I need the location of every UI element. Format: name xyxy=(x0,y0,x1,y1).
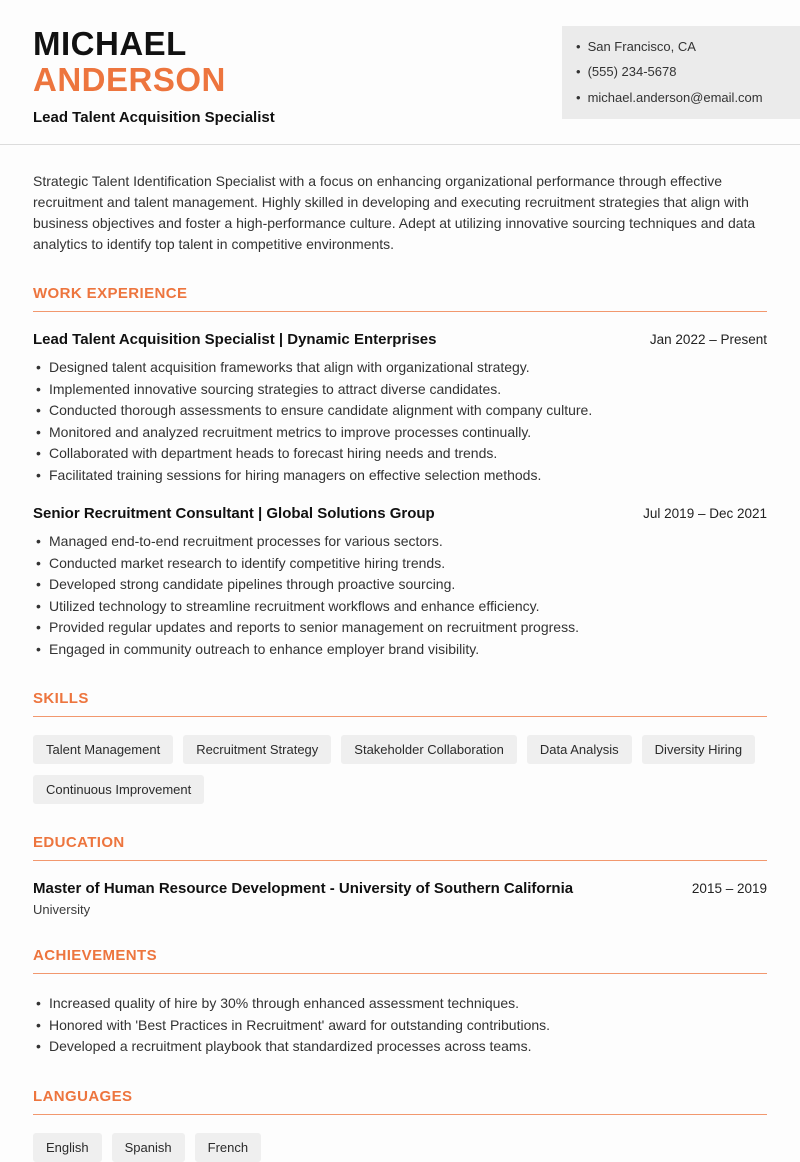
job-title: Lead Talent Acquisition Specialist | Dynamic Enterprises xyxy=(33,331,437,349)
job-dates: Jan 2022 – Present xyxy=(649,332,767,348)
last-name: ANDERSON xyxy=(33,60,226,98)
bullet-item: • Conducted market research to identify competitive hiring trends. xyxy=(33,553,767,575)
languages-tag-list xyxy=(33,1133,767,1162)
first-name: MICHAEL xyxy=(33,25,187,62)
header xyxy=(33,0,767,126)
section-work-experience xyxy=(33,285,767,660)
education-entry xyxy=(33,880,767,917)
contact-email-text: michael.anderson@email.com xyxy=(587,89,763,105)
bullet-item: • Utilized technology to streamline recruitment workflows and enhance efficiency. xyxy=(33,596,767,618)
skills-heading: SKILLS xyxy=(33,690,767,717)
contact-box xyxy=(562,26,800,119)
achievements-list xyxy=(33,993,767,1058)
skill-tag: Diversity Hiring xyxy=(642,735,755,764)
bullet-item: • Developed strong candidate pipelines through proactive sourcing. xyxy=(33,574,767,596)
header-divider xyxy=(0,144,800,145)
contact-phone-text: (555) 234-5678 xyxy=(587,64,677,80)
bullet-item: • Developed a recruitment playbook that standardized processes across teams. xyxy=(33,1036,767,1058)
section-achievements xyxy=(33,947,767,1058)
contact-location xyxy=(576,39,784,55)
bullet-item: • Increased quality of hire by 30% through enhanced assessment techniques. xyxy=(33,993,767,1015)
education-institution-type: University xyxy=(33,902,91,918)
language-tag: Spanish xyxy=(112,1133,185,1162)
bullet-item: • Implemented innovative sourcing strategies to attract diverse candidates. xyxy=(33,379,767,401)
skill-tag: Talent Management xyxy=(33,735,173,764)
bullet-item: • Managed end-to-end recruitment processes for various sectors. xyxy=(33,531,767,553)
bullet-icon: • xyxy=(576,39,581,54)
bullet-item: • Collaborated with department heads to forecast hiring needs and trends. xyxy=(33,443,767,465)
bullet-item: • Designed talent acquisition frameworks that align with organizational strategy. xyxy=(33,357,767,379)
job-headline: Lead Talent Acquisition Specialist xyxy=(33,109,275,127)
contact-location-text: San Francisco, CA xyxy=(587,39,696,54)
bullet-item: • Provided regular updates and reports to senior management on recruitment progress. xyxy=(33,617,767,639)
bullet-item: • Honored with 'Best Practices in Recruitment' award for outstanding contributions. xyxy=(33,1015,767,1037)
job-header xyxy=(33,505,767,522)
bullet-item: • Conducted thorough assessments to ensure candidate alignment with company culture. xyxy=(33,400,767,422)
job-header xyxy=(33,331,767,348)
job-bullet-list xyxy=(33,531,767,660)
language-tag: French xyxy=(195,1133,261,1162)
job-bullet-list xyxy=(33,357,767,486)
job-entry xyxy=(33,505,767,660)
bullet-item: • Facilitated training sessions for hiring managers on effective selection methods. xyxy=(33,465,767,487)
skill-tag: Continuous Improvement xyxy=(33,775,204,804)
section-education xyxy=(33,834,767,917)
contact-phone xyxy=(576,64,784,80)
skills-tag-list xyxy=(33,735,767,804)
skill-tag: Stakeholder Collaboration xyxy=(341,735,517,764)
bullet-item: • Monitored and analyzed recruitment metrics to improve processes continually. xyxy=(33,422,767,444)
job-title: Senior Recruitment Consultant | Global Solutions Group xyxy=(33,505,435,523)
job-dates: Jul 2019 – Dec 2021 xyxy=(643,506,767,522)
job-entry xyxy=(33,331,767,486)
bullet-icon: • xyxy=(576,89,581,105)
achievements-heading: ACHIEVEMENTS xyxy=(33,947,767,974)
education-header xyxy=(33,880,767,897)
languages-heading: LANGUAGES xyxy=(33,1088,767,1115)
bullet-item: • Engaged in community outreach to enhance employer brand visibility. xyxy=(33,639,767,661)
summary-paragraph: Strategic Talent Identification Specialist with a focus on enhancing organizational performance through effective recruitment and talent management. Highly skilled in developing and executing recruitment strategies that align with business objectives and foster a high-performance culture. Adept at utilizing innovative sourcing techniques and data analytics to identify top talent in competitive environments. xyxy=(33,173,756,253)
section-skills xyxy=(33,690,767,804)
contact-email xyxy=(576,90,784,106)
education-degree: Master of Human Resource Development - University of Southern California xyxy=(33,880,574,898)
language-tag: English xyxy=(33,1133,102,1162)
name-block xyxy=(33,26,275,126)
skill-tag: Recruitment Strategy xyxy=(183,735,331,764)
education-dates: 2015 – 2019 xyxy=(691,881,767,897)
section-languages xyxy=(33,1088,767,1162)
bullet-icon: • xyxy=(576,64,581,80)
skill-tag: Data Analysis xyxy=(527,735,632,764)
work-experience-heading: WORK EXPERIENCE xyxy=(33,285,767,312)
education-heading: EDUCATION xyxy=(33,834,767,861)
